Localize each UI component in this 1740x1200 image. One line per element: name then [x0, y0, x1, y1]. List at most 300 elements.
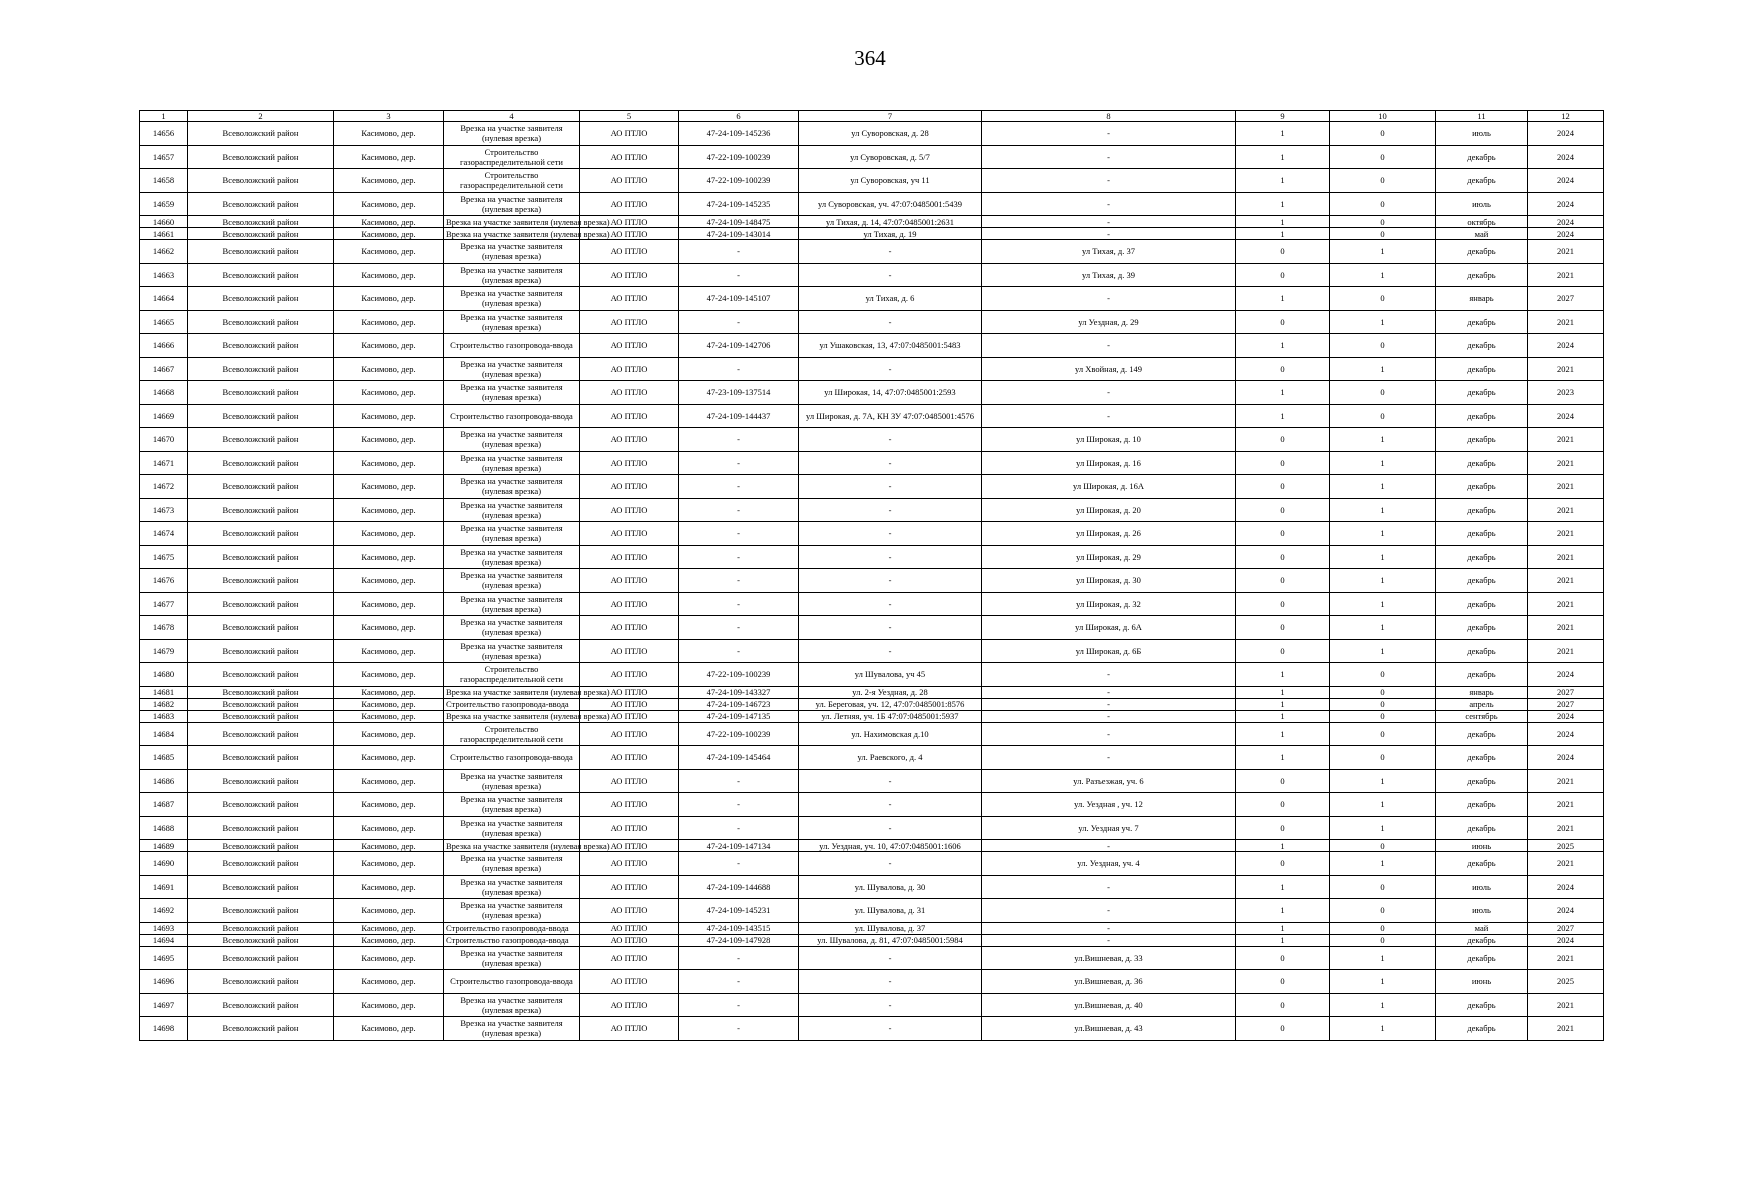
table-cell: Всеволожский район — [188, 970, 334, 994]
table-cell: 0 — [1330, 840, 1436, 852]
table-cell: 1 — [1236, 746, 1330, 770]
table-cell: АО ПТЛО — [580, 970, 679, 994]
table-cell: АО ПТЛО — [580, 746, 679, 770]
table-cell: 47-24-109-143515 — [679, 922, 799, 934]
column-header: 1 — [140, 111, 188, 122]
table-cell: - — [982, 216, 1236, 228]
table-cell: декабрь — [1436, 475, 1528, 499]
table-cell: - — [799, 970, 982, 994]
table-cell: 1 — [1236, 722, 1330, 746]
table-cell: - — [982, 686, 1236, 698]
table-cell: Касимово, дер. — [334, 263, 444, 287]
table-row — [140, 545, 1604, 569]
table-cell: Всеволожский район — [188, 334, 334, 358]
table-cell: АО ПТЛО — [580, 946, 679, 970]
table-cell: 0 — [1330, 698, 1436, 710]
table-cell: 1 — [1236, 698, 1330, 710]
table-cell: ул. Уездная , уч. 12 — [982, 793, 1236, 817]
table-cell: АО ПТЛО — [580, 840, 679, 852]
table-cell: 1 — [1330, 592, 1436, 616]
table-cell: Касимово, дер. — [334, 169, 444, 193]
table-cell: Строительство газораспределительной сети — [444, 722, 580, 746]
table-cell: ул. Шувалова, д. 31 — [799, 899, 982, 923]
column-header: 7 — [799, 111, 982, 122]
column-header: 8 — [982, 111, 1236, 122]
table-cell: - — [679, 592, 799, 616]
table-cell: Касимово, дер. — [334, 522, 444, 546]
table-cell: декабрь — [1436, 592, 1528, 616]
column-header: 6 — [679, 111, 799, 122]
table-cell: 47-24-109-144437 — [679, 404, 799, 428]
table-cell: - — [799, 357, 982, 381]
table-cell: декабрь — [1436, 145, 1528, 169]
table-cell: ул Тихая, д. 39 — [982, 263, 1236, 287]
table-cell: - — [679, 357, 799, 381]
table-cell: 1 — [1236, 287, 1330, 311]
table-cell: 47-24-109-142706 — [679, 334, 799, 358]
table-row — [140, 993, 1604, 1017]
table-cell: - — [679, 428, 799, 452]
table-cell: 0 — [1236, 852, 1330, 876]
table-cell: Строительство газораспределительной сети — [444, 145, 580, 169]
table-cell: 14688 — [140, 816, 188, 840]
table-cell: 2024 — [1528, 228, 1604, 240]
table-cell: Врезка на участке заявителя (нулевая врезка) — [444, 310, 580, 334]
table-cell: 2024 — [1528, 710, 1604, 722]
table-cell: 1 — [1330, 793, 1436, 817]
table-cell: 1 — [1236, 381, 1330, 405]
table-row — [140, 122, 1604, 146]
table-cell: - — [799, 616, 982, 640]
table-cell: 1 — [1330, 522, 1436, 546]
table-cell: АО ПТЛО — [580, 475, 679, 499]
table-cell: Касимово, дер. — [334, 616, 444, 640]
table-cell: ул. Шувалова, д. 37 — [799, 922, 982, 934]
table-cell: - — [679, 451, 799, 475]
table-cell: ул. Уездная уч. 7 — [982, 816, 1236, 840]
table-cell: 47-24-109-147135 — [679, 710, 799, 722]
table-cell: июль — [1436, 899, 1528, 923]
table-cell: Касимово, дер. — [334, 946, 444, 970]
table-cell: декабрь — [1436, 934, 1528, 946]
table-cell: Врезка на участке заявителя (нулевая врезка) — [444, 475, 580, 499]
table-cell: Всеволожский район — [188, 263, 334, 287]
table-cell: июль — [1436, 875, 1528, 899]
table-cell: - — [982, 934, 1236, 946]
table-cell: Врезка на участке заявителя (нулевая врезка) — [444, 498, 580, 522]
table-cell: Строительство газопровода-ввода — [444, 334, 580, 358]
column-header: 5 — [580, 111, 679, 122]
table-header — [140, 111, 1604, 122]
table-cell: 2021 — [1528, 946, 1604, 970]
table-row — [140, 922, 1604, 934]
table-cell: АО ПТЛО — [580, 698, 679, 710]
table-cell: Касимово, дер. — [334, 404, 444, 428]
table-cell: 1 — [1330, 639, 1436, 663]
table-cell: Всеволожский район — [188, 381, 334, 405]
column-header: 10 — [1330, 111, 1436, 122]
table-cell: декабрь — [1436, 381, 1528, 405]
table-cell: 2024 — [1528, 169, 1604, 193]
table-cell: 2024 — [1528, 746, 1604, 770]
table-row — [140, 698, 1604, 710]
table-cell: 0 — [1236, 769, 1330, 793]
table-cell: АО ПТЛО — [580, 922, 679, 934]
table-cell: Касимово, дер. — [334, 769, 444, 793]
table-cell: 1 — [1236, 899, 1330, 923]
table-cell: 0 — [1236, 240, 1330, 264]
table-cell: Касимово, дер. — [334, 852, 444, 876]
table-cell: 0 — [1330, 922, 1436, 934]
table-cell: Всеволожский район — [188, 875, 334, 899]
table-cell: Касимово, дер. — [334, 428, 444, 452]
table-cell: - — [982, 122, 1236, 146]
table-cell: 0 — [1236, 263, 1330, 287]
table-cell: 2027 — [1528, 922, 1604, 934]
table-cell: Всеволожский район — [188, 1017, 334, 1041]
table-cell: январь — [1436, 287, 1528, 311]
table-cell: 0 — [1236, 1017, 1330, 1041]
table-cell: ул. Уездная, уч. 10, 47:07:0485001:1606 — [799, 840, 982, 852]
table-cell: 14678 — [140, 616, 188, 640]
table-cell: АО ПТЛО — [580, 816, 679, 840]
table-cell: декабрь — [1436, 663, 1528, 687]
table-cell: АО ПТЛО — [580, 710, 679, 722]
table-cell: Касимово, дер. — [334, 357, 444, 381]
table-cell: Касимово, дер. — [334, 240, 444, 264]
table-cell: 0 — [1330, 169, 1436, 193]
table-cell: декабрь — [1436, 357, 1528, 381]
table-cell: - — [799, 1017, 982, 1041]
table-row — [140, 899, 1604, 923]
table-cell: Строительство газораспределительной сети — [444, 663, 580, 687]
table-row — [140, 710, 1604, 722]
table-cell: Врезка на участке заявителя (нулевая врезка) — [444, 710, 580, 722]
table-cell: ул.Вишневая, д. 43 — [982, 1017, 1236, 1041]
table-cell: - — [679, 616, 799, 640]
table-body — [140, 122, 1604, 1041]
table-cell: - — [799, 569, 982, 593]
table-cell: ул Широкая, д. 6А — [982, 616, 1236, 640]
table-cell: АО ПТЛО — [580, 934, 679, 946]
table-cell: Врезка на участке заявителя (нулевая врезка) — [444, 993, 580, 1017]
table-row — [140, 1017, 1604, 1041]
table-cell: - — [799, 993, 982, 1017]
table-cell: ул. 2-я Уездная, д. 28 — [799, 686, 982, 698]
table-cell: 14668 — [140, 381, 188, 405]
table-cell: 0 — [1330, 287, 1436, 311]
table-cell: Всеволожский район — [188, 993, 334, 1017]
table-cell: 1 — [1236, 169, 1330, 193]
table-cell: АО ПТЛО — [580, 592, 679, 616]
table-cell: 0 — [1330, 746, 1436, 770]
table-cell: АО ПТЛО — [580, 498, 679, 522]
table-cell: 2027 — [1528, 686, 1604, 698]
table-cell: декабрь — [1436, 616, 1528, 640]
table-cell: 14670 — [140, 428, 188, 452]
table-cell: 0 — [1236, 816, 1330, 840]
table-cell: АО ПТЛО — [580, 263, 679, 287]
table-cell: декабрь — [1436, 769, 1528, 793]
table-cell: 14663 — [140, 263, 188, 287]
table-row — [140, 934, 1604, 946]
table-cell: декабрь — [1436, 793, 1528, 817]
table-row — [140, 381, 1604, 405]
table-cell: 14685 — [140, 746, 188, 770]
table-cell: АО ПТЛО — [580, 852, 679, 876]
table-cell: 14675 — [140, 545, 188, 569]
table-cell: 1 — [1236, 192, 1330, 216]
table-cell: АО ПТЛО — [580, 240, 679, 264]
table-cell: 0 — [1330, 145, 1436, 169]
table-cell: декабрь — [1436, 169, 1528, 193]
table-cell: - — [799, 475, 982, 499]
table-cell: Всеволожский район — [188, 840, 334, 852]
table-cell: 0 — [1330, 228, 1436, 240]
table-cell: 14664 — [140, 287, 188, 311]
table-cell: Всеволожский район — [188, 746, 334, 770]
table-cell: Врезка на участке заявителя (нулевая врезка) — [444, 592, 580, 616]
table-cell: 2024 — [1528, 875, 1604, 899]
table-cell: АО ПТЛО — [580, 899, 679, 923]
table-cell: АО ПТЛО — [580, 357, 679, 381]
table-cell: ул.Вишневая, д. 40 — [982, 993, 1236, 1017]
table-cell: ул Широкая, д. 30 — [982, 569, 1236, 593]
table-cell: 0 — [1236, 545, 1330, 569]
table-cell: Строительство газопровода-ввода — [444, 698, 580, 710]
table-cell: Касимово, дер. — [334, 145, 444, 169]
table-cell: - — [799, 639, 982, 663]
table-cell: 47-24-109-143014 — [679, 228, 799, 240]
table-cell: ул. Летняя, уч. 1Б 47:07:0485001:5937 — [799, 710, 982, 722]
table-cell: Всеволожский район — [188, 498, 334, 522]
table-cell: Касимово, дер. — [334, 934, 444, 946]
table-cell: - — [799, 545, 982, 569]
table-cell: ул Тихая, д. 6 — [799, 287, 982, 311]
table-cell: Всеволожский район — [188, 616, 334, 640]
table-cell: июль — [1436, 192, 1528, 216]
table-cell: декабрь — [1436, 310, 1528, 334]
table-cell: АО ПТЛО — [580, 663, 679, 687]
table-cell: 0 — [1236, 592, 1330, 616]
table-cell: - — [679, 569, 799, 593]
table-cell: май — [1436, 922, 1528, 934]
table-cell: - — [799, 263, 982, 287]
table-cell: ул Суворовская, уч 11 — [799, 169, 982, 193]
table-cell: - — [679, 1017, 799, 1041]
table-cell: ул Широкая, д. 6Б — [982, 639, 1236, 663]
table-cell: 14658 — [140, 169, 188, 193]
table-cell: 1 — [1330, 498, 1436, 522]
table-cell: 14696 — [140, 970, 188, 994]
table-cell: - — [982, 746, 1236, 770]
table-cell: 14679 — [140, 639, 188, 663]
table-cell: 0 — [1236, 475, 1330, 499]
table-cell: Врезка на участке заявителя (нулевая врезка) — [444, 639, 580, 663]
table-cell: Касимово, дер. — [334, 899, 444, 923]
column-header: 12 — [1528, 111, 1604, 122]
table-cell: 2021 — [1528, 639, 1604, 663]
table-cell: 1 — [1236, 122, 1330, 146]
table-cell: - — [679, 769, 799, 793]
table-cell: 2021 — [1528, 498, 1604, 522]
table-cell: АО ПТЛО — [580, 545, 679, 569]
table-cell: сентябрь — [1436, 710, 1528, 722]
table-cell: Касимово, дер. — [334, 228, 444, 240]
table-cell: 0 — [1236, 616, 1330, 640]
table-cell: 2025 — [1528, 840, 1604, 852]
table-cell: АО ПТЛО — [580, 639, 679, 663]
table-cell: 1 — [1330, 970, 1436, 994]
table-cell: 0 — [1236, 993, 1330, 1017]
table-cell: - — [982, 663, 1236, 687]
table-cell: 2024 — [1528, 334, 1604, 358]
table-cell: 2024 — [1528, 663, 1604, 687]
table-cell: 2021 — [1528, 852, 1604, 876]
table-cell: АО ПТЛО — [580, 428, 679, 452]
table-cell: Всеволожский район — [188, 922, 334, 934]
table-cell: - — [799, 310, 982, 334]
table-cell: 14661 — [140, 228, 188, 240]
table-cell: 47-24-109-145464 — [679, 746, 799, 770]
table-cell: Врезка на участке заявителя (нулевая врезка) — [444, 428, 580, 452]
table-cell: июнь — [1436, 970, 1528, 994]
table-cell: 0 — [1236, 639, 1330, 663]
table-cell: Всеволожский район — [188, 663, 334, 687]
table-cell: Касимово, дер. — [334, 698, 444, 710]
table-cell: - — [799, 451, 982, 475]
table-cell: 0 — [1236, 451, 1330, 475]
table-cell: 0 — [1330, 381, 1436, 405]
table-row — [140, 663, 1604, 687]
table-cell: Касимово, дер. — [334, 475, 444, 499]
table-cell: Всеволожский район — [188, 852, 334, 876]
table-cell: - — [799, 852, 982, 876]
table-row — [140, 686, 1604, 698]
gas-connection-table — [139, 110, 1604, 1041]
table-cell: Касимово, дер. — [334, 993, 444, 1017]
table-cell: 47-24-109-145236 — [679, 122, 799, 146]
table-cell: 1 — [1330, 428, 1436, 452]
table-cell: 0 — [1330, 122, 1436, 146]
table-row — [140, 228, 1604, 240]
table-cell: ул Тихая, д. 19 — [799, 228, 982, 240]
table-cell: Строительство газораспределительной сети — [444, 169, 580, 193]
table-cell: Касимово, дер. — [334, 875, 444, 899]
table-cell: 47-22-109-100239 — [679, 722, 799, 746]
table-cell: декабрь — [1436, 263, 1528, 287]
table-cell: 2021 — [1528, 545, 1604, 569]
table-cell: ул. Разъезжая, уч. 6 — [982, 769, 1236, 793]
table-cell: 1 — [1330, 769, 1436, 793]
table-cell: АО ПТЛО — [580, 145, 679, 169]
table-cell: ул Хвойная, д. 149 — [982, 357, 1236, 381]
table-cell: 14677 — [140, 592, 188, 616]
table-cell: 14662 — [140, 240, 188, 264]
table-cell: 0 — [1330, 686, 1436, 698]
table-cell: Всеволожский район — [188, 545, 334, 569]
table-cell: декабрь — [1436, 639, 1528, 663]
table-cell: Всеволожский район — [188, 475, 334, 499]
column-header: 2 — [188, 111, 334, 122]
table-row — [140, 287, 1604, 311]
table-cell: 1 — [1330, 852, 1436, 876]
table-row — [140, 722, 1604, 746]
table-cell: АО ПТЛО — [580, 287, 679, 311]
table-row — [140, 216, 1604, 228]
table-cell: 1 — [1330, 1017, 1436, 1041]
table-cell: Касимово, дер. — [334, 686, 444, 698]
table-cell: - — [799, 240, 982, 264]
table-cell: Касимово, дер. — [334, 122, 444, 146]
table-cell: Всеволожский район — [188, 216, 334, 228]
table-row — [140, 840, 1604, 852]
table-cell: Врезка на участке заявителя (нулевая врезка) — [444, 616, 580, 640]
table-cell: 14665 — [140, 310, 188, 334]
table-cell: декабрь — [1436, 428, 1528, 452]
table-cell: 14693 — [140, 922, 188, 934]
table-cell: декабрь — [1436, 545, 1528, 569]
table-cell: Всеволожский район — [188, 192, 334, 216]
header-row — [140, 111, 1604, 122]
table-cell: 2021 — [1528, 475, 1604, 499]
table-cell: 1 — [1330, 616, 1436, 640]
table-cell: Строительство газопровода-ввода — [444, 970, 580, 994]
table-cell: ул. Береговая, уч. 12, 47:07:0485001:8576 — [799, 698, 982, 710]
table-cell: 0 — [1236, 793, 1330, 817]
table-cell: ул. Раевского, д. 4 — [799, 746, 982, 770]
table-cell: Касимово, дер. — [334, 192, 444, 216]
table-cell: декабрь — [1436, 240, 1528, 264]
table-cell: 1 — [1330, 240, 1436, 264]
table-cell: Касимово, дер. — [334, 922, 444, 934]
table-cell: Всеволожский район — [188, 592, 334, 616]
table-cell: АО ПТЛО — [580, 192, 679, 216]
table-cell: Касимово, дер. — [334, 592, 444, 616]
table-cell: 2021 — [1528, 816, 1604, 840]
table-cell: 47-24-109-145235 — [679, 192, 799, 216]
table-cell: Врезка на участке заявителя (нулевая врезка) — [444, 875, 580, 899]
table-cell: - — [799, 769, 982, 793]
table-cell: - — [679, 816, 799, 840]
table-cell: ул. Нахимовская д.10 — [799, 722, 982, 746]
table-cell: октябрь — [1436, 216, 1528, 228]
table-cell: Врезка на участке заявителя (нулевая врезка) — [444, 769, 580, 793]
table-cell: - — [982, 840, 1236, 852]
table-cell: ул Ушаковская, 13, 47:07:0485001:5483 — [799, 334, 982, 358]
table-cell: 47-24-109-147134 — [679, 840, 799, 852]
table-cell: 14691 — [140, 875, 188, 899]
table-cell: АО ПТЛО — [580, 875, 679, 899]
table-cell: 2021 — [1528, 522, 1604, 546]
table-cell: 14657 — [140, 145, 188, 169]
table-cell: 1 — [1330, 475, 1436, 499]
table-cell: - — [679, 310, 799, 334]
table-cell: 0 — [1330, 334, 1436, 358]
table-cell: АО ПТЛО — [580, 616, 679, 640]
table-cell: 0 — [1330, 875, 1436, 899]
table-cell: Касимово, дер. — [334, 451, 444, 475]
table-cell: 0 — [1330, 216, 1436, 228]
table-cell: 0 — [1330, 899, 1436, 923]
table-cell: - — [799, 592, 982, 616]
table-cell: декабрь — [1436, 993, 1528, 1017]
table-cell: Строительство газопровода-ввода — [444, 922, 580, 934]
table-cell: 2021 — [1528, 616, 1604, 640]
table-cell: Всеволожский район — [188, 240, 334, 264]
table-cell: - — [982, 169, 1236, 193]
table-cell: АО ПТЛО — [580, 451, 679, 475]
